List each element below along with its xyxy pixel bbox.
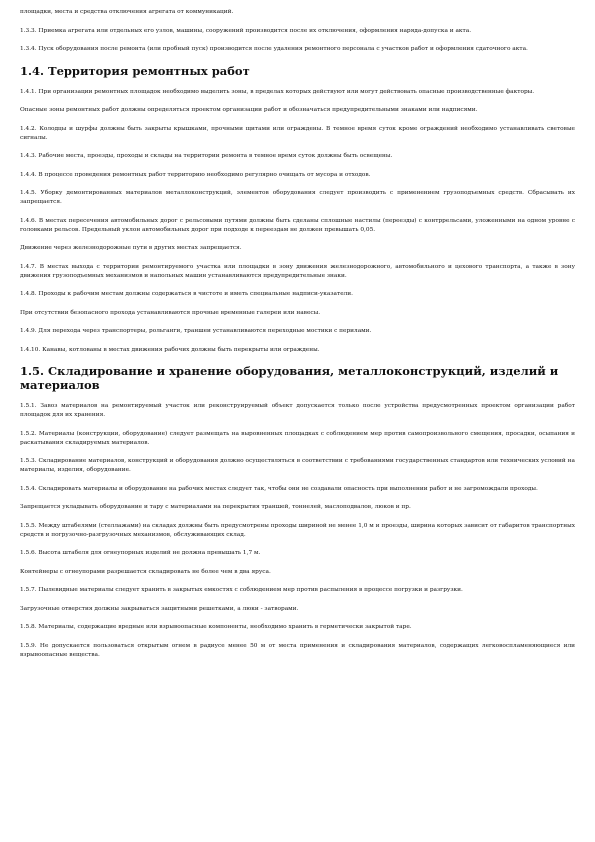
paragraph: При отсутствии безопасного прохода устанавливаются прочные временные галереи или навесы. bbox=[20, 309, 321, 316]
paragraph: Загрузочные отверстия должны закрываться защитными решетками, а люки - затворами. bbox=[20, 605, 299, 612]
paragraph: Опасные зоны ремонтных работ должны определяться проектом организации работ и обозначаться предупредительными знаками или надписями. bbox=[20, 107, 478, 113]
paragraph: 1.5.8. Материалы, содержащие вредные или взрывоопасные компоненты, необходимо хранить в герметически закрытой таре. bbox=[20, 624, 412, 630]
paragraph: 1.4.2. Колодцы и шурфы должны быть закрыты крышками, прочными щитами или ограждены. В темное время суток кроме ограждений необходимо устанавливать световые сигналы. bbox=[20, 125, 575, 141]
paragraph: 1.4.9. Для перехода через транспортеры, рольганги, траншеи устанавливаются переходные мостики с перилами. bbox=[20, 328, 372, 334]
paragraph: Запрещается укладывать оборудование и тару с материалами на перекрытия траншей, тоннелей, маслоподвалов, люков и пр. bbox=[20, 504, 411, 510]
paragraph: 1.5.4. Складировать материалы и оборудование на рабочих местах следует так, чтобы они не создавали опасность при выполнении работ и не загромождали проходы. bbox=[20, 485, 538, 492]
section-heading: 1.5. Складирование и хранение оборудования, металлоконструкций, изделий и материалов bbox=[20, 364, 559, 392]
paragraph: 1.5.3. Складирование материалов, конструкций и оборудования должно осуществляться в соответствии с требованиями государственных стандартов или технических условий на материалы, изделия, оборудование. bbox=[20, 458, 575, 473]
paragraph: 1.5.7. Пылевидные материалы следует хранить в закрытых емкостях с соблюдением мер против распыления в процессе погрузки и разгрузки. bbox=[20, 587, 463, 593]
paragraph: 1.4.5. Уборку демонтированных материалов металлоконструкций, элементов оборудования следует производить с применением грузоподъемных средств. Сбрасывать их запрещается. bbox=[20, 190, 575, 205]
paragraph: 1.3.4. Пуск оборудования после ремонта (или пробный пуск) производится после удаления ремонтного персонала с участков работ и оформления сдаточного акта. bbox=[20, 46, 528, 52]
paragraph: 1.4.7. В местах выхода с территории ремонтируемого участка или площадки в зону движения железнодорожного, автомобильного и цехового транспорта, а также в зону движения грузоподъемных механизмов и напольных машин устанавливаются предупредительные знаки. bbox=[20, 263, 575, 279]
paragraph: 1.4.3. Рабочие места, проезды, проходы и склады на территории ремонта в темное время суток должны быть освещены. bbox=[20, 153, 393, 159]
paragraph: 1.5.5. Между штабелями (стеллажами) на складах должны быть предусмотрены проходы шириной не менее 1,0 м и проезды, ширина которых зависит от габаритов транспортных средств и погрузочно-разгрузочных механизмов, обслуживающих склад. bbox=[20, 522, 575, 538]
paragraph: 1.4.8. Проходы к рабочим местам должны содержаться в чистоте и иметь специальные надписи-указатели. bbox=[20, 291, 354, 297]
paragraph: 1.4.4. В процессе проведения ремонтных работ территорию необходимо регулярно очищать от мусора и отходов. bbox=[20, 171, 371, 178]
paragraph: 1.5.9. Не допускается пользоваться открытым огнем в радиусе менее 50 м от места применения и складирования материалов, содержащих легковоспламеняющиеся или взрывоопасные вещества. bbox=[20, 642, 575, 658]
section-heading: 1.4. Территория ремонтных работ bbox=[20, 63, 250, 78]
paragraph: Контейнеры с огнеупорами разрешается складировать не более чем в два яруса. bbox=[20, 568, 271, 575]
paragraph: 1.5.6. Высота штабеля для огнеупорных изделий не должна превышать 1,7 м. bbox=[20, 550, 261, 556]
document-page bbox=[20, 8, 575, 669]
paragraph: 1.4.10. Канавы, котлованы в местах движения рабочих должны быть перекрыты или ограждены. bbox=[20, 346, 320, 353]
paragraph: 1.4.1. При организации ремонтных площадок необходимо выделить зоны, в пределах которых действуют или могут действовать опасные производственные факторы. bbox=[20, 88, 535, 95]
paragraph: 1.3.3. Приемка агрегата или отдельных его узлов, машины, сооружений производится после их отключения, оформления наряда-допуска и акта. bbox=[20, 27, 472, 34]
paragraph: Движение через железнодорожные пути в других местах запрещается. bbox=[20, 245, 242, 251]
paragraph: 1.4.6. В местах пересечения автомобильных дорог с рельсовыми путями должны быть сделаны сплошные настилы (переезды) с контррельсами, уложенными на одном уровне с головками рельсов. Предельный уклон автомобильных дорог при подходе к переездам не должен превышать 0,05. bbox=[20, 217, 575, 233]
paragraph: 1.5.2. Материалы (конструкции, оборудование) следует размещать на выровненных площадках с соблюдением мер против самопроизвольного смещения, просадки, осыпания и раскатывания складируемых материалов. bbox=[20, 430, 575, 446]
paragraph: 1.5.1. Завоз материалов на ремонтируемый участок или реконструируемый объект допускается только после устройства предусмотренных проектом организации работ площадок для их хранения. bbox=[20, 403, 575, 418]
paragraph: площадки, места и средства отключения агрегата от коммуникаций. bbox=[20, 9, 234, 15]
